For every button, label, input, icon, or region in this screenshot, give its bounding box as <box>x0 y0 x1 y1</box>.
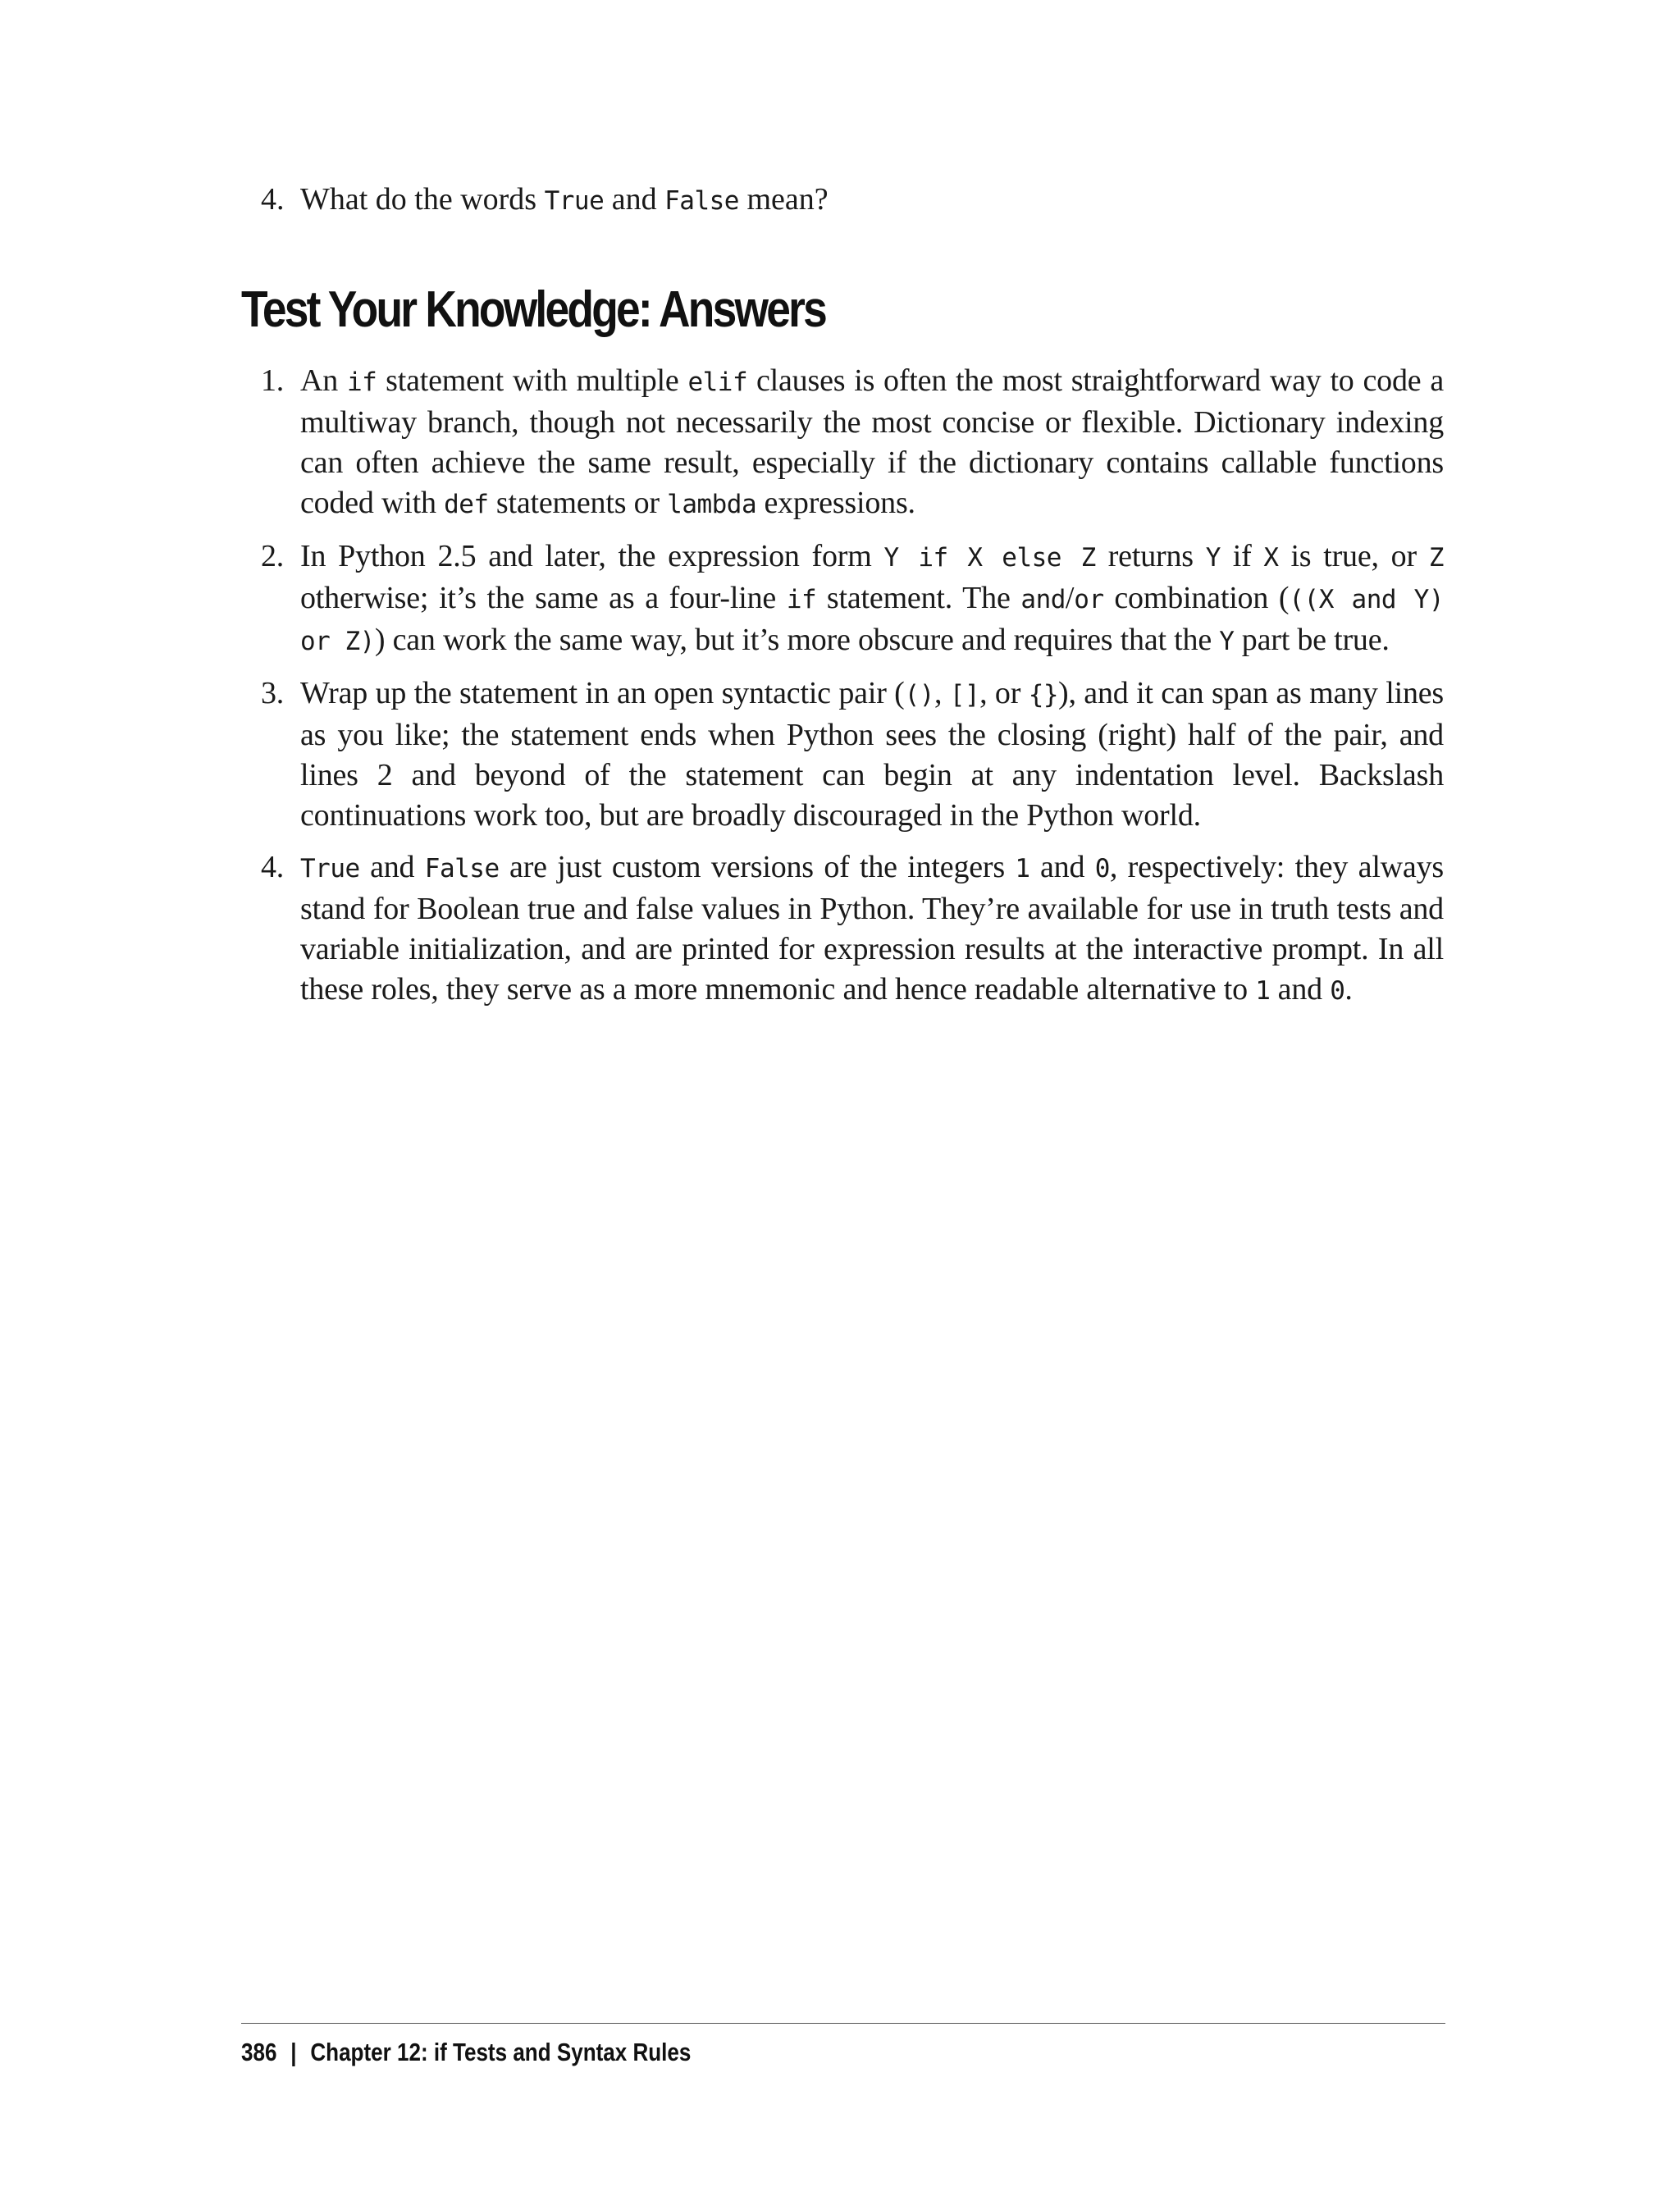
inline-code: Y <box>1205 543 1221 573</box>
inline-code: True <box>544 186 605 216</box>
question-text-part: and <box>604 182 665 217</box>
answer-item-4 <box>253 847 1444 1011</box>
answer-text: clauses is often the most straightforward way to code a multiway branch, though not necessarily the most concise or flexible. Dictionary indexing can often achieve the same result, especially if the dictionary contains callable functions coded with <box>300 363 1444 520</box>
answer-number: 2. <box>261 539 285 573</box>
question-text <box>300 179 829 221</box>
question-text-part: mean? <box>738 182 829 217</box>
inline-code: False <box>424 854 500 883</box>
answer-text: is true, or <box>1278 539 1429 573</box>
inline-code: def <box>444 490 489 519</box>
question-text-part: What do the words <box>300 182 545 217</box>
chapter-title: Chapter 12: if Tests and Syntax Rules <box>310 2038 692 2066</box>
answer-text: part be true. <box>1234 623 1390 657</box>
answer-text: are just custom versions of the integers <box>499 850 1016 884</box>
answer-text: In Python 2.5 and later, the expression form <box>300 539 884 573</box>
answer-text: returns <box>1095 539 1206 573</box>
inline-code: 1 <box>1015 854 1030 883</box>
answer-text: , or <box>979 676 1029 710</box>
footer-separator: | <box>290 2038 297 2066</box>
inline-code: if <box>346 368 377 397</box>
answer-text: statements or <box>488 486 668 520</box>
question-number: 4. <box>261 182 285 217</box>
answer-item-3 <box>253 673 1444 836</box>
section-heading: Test Your Knowledge: Answers <box>241 281 826 338</box>
answer-text: and <box>1029 850 1095 884</box>
answer-text: , <box>934 676 950 710</box>
answer-text: otherwise; it’s the same as a four-line <box>300 581 787 615</box>
page-footer <box>241 2036 691 2069</box>
inline-code: X <box>1263 543 1279 573</box>
inline-code: Z <box>1428 543 1444 573</box>
inline-code: 0 <box>1330 976 1345 1006</box>
inline-code: True <box>300 854 360 883</box>
answer-text: / <box>1065 581 1075 615</box>
answer-text: ), and it can span as many lines as you like; the statement ends when Python sees the closing (right) half of the pair, and lines 2 and beyond of the statement can begin at any indentation level. Backslash continuations work too, but are broadly discouraged in the Python world. <box>300 676 1444 833</box>
inline-code: ((X and Y) or Z) <box>300 585 1444 656</box>
answer-text: if <box>1220 539 1264 573</box>
inline-code: elif <box>687 368 748 397</box>
inline-code: () <box>904 680 934 710</box>
inline-code: Y <box>1219 627 1235 656</box>
answer-number: 1. <box>261 363 285 398</box>
answer-text: . <box>1344 972 1353 1007</box>
answer-item-1 <box>253 361 1444 525</box>
inline-code: 1 <box>1255 976 1271 1006</box>
answer-item-2 <box>253 536 1444 662</box>
inline-code: 0 <box>1094 854 1110 883</box>
inline-code: if <box>786 585 817 614</box>
page-number: 386 <box>241 2038 277 2066</box>
answer-text: statement. The <box>816 581 1021 615</box>
answer-text: , respectively: they always stand for Boolean true and false values in Python. They’re available for use in truth tests and variable initialization, and are printed for expression results at the interactive prompt. In all these roles, they serve as a more mnemonic and hence readable alternative to <box>300 850 1444 1007</box>
inline-code: or <box>1074 585 1104 614</box>
inline-code: and <box>1020 585 1066 614</box>
answer-number: 4. <box>261 850 285 884</box>
answer-number: 3. <box>261 676 285 710</box>
answer-text: expressions. <box>756 486 915 520</box>
answer-text: ) can work the same way, but it’s more obscure and requires that the <box>374 623 1220 657</box>
inline-code: Y if X else Z <box>883 543 1096 573</box>
answer-text: statement with multiple <box>377 363 688 398</box>
inline-code: lambda <box>667 490 757 519</box>
answer-text: An <box>300 363 347 398</box>
answer-text: Wrap up the statement in an open syntactic pair ( <box>300 676 905 710</box>
answers-list <box>253 361 1444 1023</box>
answer-text: and <box>359 850 425 884</box>
answer-text: combination ( <box>1103 581 1290 615</box>
inline-code: [] <box>949 680 980 710</box>
footer-rule <box>241 2023 1445 2024</box>
inline-code: {} <box>1028 680 1059 710</box>
inline-code: False <box>664 186 739 216</box>
answer-text: and <box>1270 972 1331 1007</box>
